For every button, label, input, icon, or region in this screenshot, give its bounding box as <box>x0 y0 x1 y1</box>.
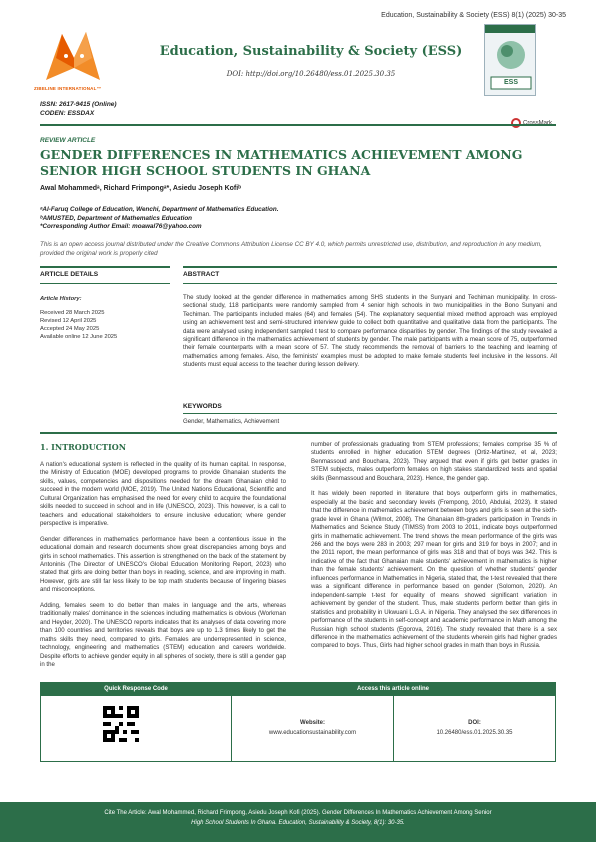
affiliation-a: ᵃAl-Faruq College of Education, Wenchi, Department of Mathematics Education. <box>40 206 279 213</box>
keywords-heading: KEYWORDS <box>183 403 222 410</box>
body-column-right <box>311 441 557 658</box>
history-received: Received 28 March 2025 <box>40 310 105 316</box>
citation-line-1: Cite The Article: Awal Mohammed, Richard Frimpong, Asiedu Joseph Kofi (2025). Gender Differences In Mathematics Achievement Among Senior <box>104 810 492 816</box>
license-notice: This is an open access journal distributed under the Creative Commons Attribution License CC BY 4.0, which permits unrestricted use, distribution, and reproduction in any medium, provided the original work is properly cited <box>40 241 542 257</box>
abstract-end-rule <box>40 432 557 434</box>
history-revised: Revised 12 April 2025 <box>40 318 97 324</box>
body-paragraph: Adding, females seem to do better than males in language and the arts, whereas traditionally males' dominance in the sciences including mathematics is obvious (Workman and Heyder, 2020). The UNESCO reports indicates that its analyses of data covering more than 100 countries and territories reveals that boys are up to 1.3 times likely to get the maths skills they need, compared to girls. Females are underrepresented in science, technology, engineering and mathematics (STEM) education and careers worldwide. Despite efforts to achieve gender equity in all spheres of society, there is still a gender gap in the <box>40 601 286 668</box>
authors: Awal Mohammedᵃ, Richard Frimpongᵃ*, Asiedu Joseph Kofiᵇ <box>40 185 241 192</box>
body-paragraph: It has widely been reported in literature that boys outperform girls in mathematics, especially at the basic and secondary levels (Frempong, 2010, Abdulai, 2023). It stated that the difference in mathematics achievement between boys and girls is seen at the sixth-grade level in Ghana (Wilmot, 2008). The Ghanaian 8th-graders participation in Trends in Mathematics and Science Study (TIMSS) from 2003 to 2011, indicate boys outperformed girls in mathematic achievement. The trend shows the mean performance of the girls was 266 and the boys were 283 in 2003; 297 mean for girls and 319 for boys in 2007; and in the 2011 report, the mean performance of girls was 318 and that of boys was 342. This is indicative of the fact that Ghanaian male students' achievement in mathematics is higher than the female students' achievement. On the question of whether students' gender influences performance in Mathematics in Nigeria, stated that, the t-test revealed that there was a significant difference in performance based on gender (Solomon, 2020). An independent-sample t-test for equality of means showed significant variation in achievement by gender of the student. Thus, male students perform better than girls in statistics and probability in Ukwuani L.G.A. in Nigeria. They analysed the sex differences in performance of the students in self-concept and academic performance in Math among the Russian high school students (Egorova, 2016). The study revealed that there is a sex difference in the mathematics achievement of the students wherein girls had higher grades compared to boys. Thus, Girls had higher school grades in math than boys in Russia. <box>311 490 557 650</box>
keywords-rule <box>183 413 557 414</box>
body-paragraph: number of professionals graduating from STEM professions; females comprise 35 % of students enrolled in higher education STEM degrees (Ortiz-Martinez, et al, 2023; Benmassoud and Bouchara, 2023). They argued that even if girls get better grades in STEM subjects, males outperform females on high stakes standardized tests and spatial skills (Benmassoud and Bouchara, 2023). Hence, the gender gap. <box>311 441 557 482</box>
affiliations <box>40 206 278 232</box>
history-accepted: Accepted 24 May 2025 <box>40 326 100 332</box>
abstract-rule-bottom <box>183 283 557 284</box>
header-divider <box>40 124 556 126</box>
body-column-left <box>40 461 286 676</box>
journal-doi[interactable]: DOI: http://doi.org/10.26480/ess.01.2025.30.35 <box>226 70 396 78</box>
cover-label: ESS <box>503 79 518 86</box>
abstract-text: The study looked at the gender difference in mathematics among SHS students in the Sunyani and Techiman municipality. In cross-sectional study, 118 participants were randomly sampled from 4 senior high schools in two municipalities in the Bono Sunyani and Techiman. The participants included males (64) and females (54). The explanatory sequential mixed method approach was employed using an achievement test and semi-structured interview guide to collect both quantitative and qualitative data from the participants. The data were analysed using independent sampled t test to compare performance disparities by gender. The findings of the study revealed a significant difference in the mathematics achievement of students by gender. The male participants with a mean score of 75, outperformed their female counterparts with a mean score of 57. The study recommends the removal of barriers to the teaching and learning of mathematics among females. Also, the feminists' examples must be adopted to make female students feel inclusive in the lessons. All students must equal access to the teacher during lesson delivery. <box>183 294 557 369</box>
abstract-heading: ABSTRACT <box>183 271 220 278</box>
article-type: REVIEW ARTICLE <box>40 137 96 144</box>
keywords: Gender, Mathematics, Achievement <box>183 418 280 425</box>
paper-title: GENDER DIFFERENCES IN MATHEMATICS ACHIEVEMENT AMONG SENIOR HIGH SCHOOL STUDENTS IN GHANA <box>40 147 523 178</box>
citation-footer <box>0 802 596 842</box>
details-rule-top <box>40 266 170 268</box>
corresponding-author: *Corresponding Author Email: moawal76@yahoo.com <box>40 223 202 230</box>
qr-cell <box>41 696 231 762</box>
quick-access-table <box>40 682 556 762</box>
history-heading: Article History: <box>40 296 82 302</box>
citation-line-2: High School Students In Ghana. Education, Sustainability & Society, 8(1): 30-35. <box>191 820 405 826</box>
running-head: Education, Sustainability & Society (ESS) 8(1) (2025) 30-35 <box>381 12 566 19</box>
body-paragraph: Gender differences in mathematics performance have been a contentious issue in the educational domain and research documents show great discrepancies among boys and girls in school mathematics. This assertion is strengthened on the back of the statement by Antoninis (The Director of UNESCO's Global Education Monitoring Report, 2023) who stated that girls are doing better than boys in reading, science, and are improving in math. However, girls are still far less likely to be top math students because of lingering biases and misconceptions. <box>40 535 286 594</box>
journal-title: Education, Sustainability & Society (ESS) <box>159 44 463 59</box>
qr-code-icon[interactable] <box>103 706 139 742</box>
journal-cover-image <box>484 24 536 96</box>
issn: ISSN: 2617-9415 (Online) <box>40 101 117 108</box>
logo-caption: ZIBELINE INTERNATIONAL™ <box>34 86 102 91</box>
body-paragraph: A nation's educational system is reflected in the quality of its human capital. In response, the Ministry of Education (MOE) developed programs to provide Ghanaian students the skills, values, competencies and dispositions needed for the dream Ghanaian child to succeed in the modern world (MOE, 2019). The United Nations Educational, Scientific and Cultural Organization has emphasised the need for every child to acquire the foundational skills needed to succeed in school and in life (UNESCO, 2023). This however, is a call to teachers and educational stakeholders to ensure inclusive education; where gender perspective is imperative. <box>40 461 286 528</box>
crossmark-icon <box>511 118 521 128</box>
doi-label: DOI: <box>468 720 481 726</box>
website-label: Website: <box>300 720 325 726</box>
crossmark-badge[interactable] <box>511 118 552 128</box>
history-online: Available online 12 June 2025 <box>40 334 118 340</box>
issn-block <box>40 100 117 118</box>
access-heading: Access this article online <box>231 683 555 696</box>
introduction-heading: 1. INTRODUCTION <box>40 442 127 452</box>
affiliation-b: ᵇAMUSTED, Department of Mathematics Education <box>40 214 193 222</box>
doi-cell <box>393 696 555 762</box>
article-details-heading: ARTICLE DETAILS <box>40 271 99 278</box>
website-cell <box>231 696 393 762</box>
doi-link[interactable]: 10.26480/ess.01.2025.30.35 <box>436 730 513 736</box>
abstract-rule-top <box>183 266 557 268</box>
details-rule-bottom <box>40 283 170 284</box>
website-link[interactable]: www.educationsustainability.com <box>268 730 357 736</box>
qr-heading: Quick Response Code <box>41 683 231 696</box>
article-history <box>40 295 117 341</box>
coden: CODEN: ESSDAX <box>40 110 95 117</box>
